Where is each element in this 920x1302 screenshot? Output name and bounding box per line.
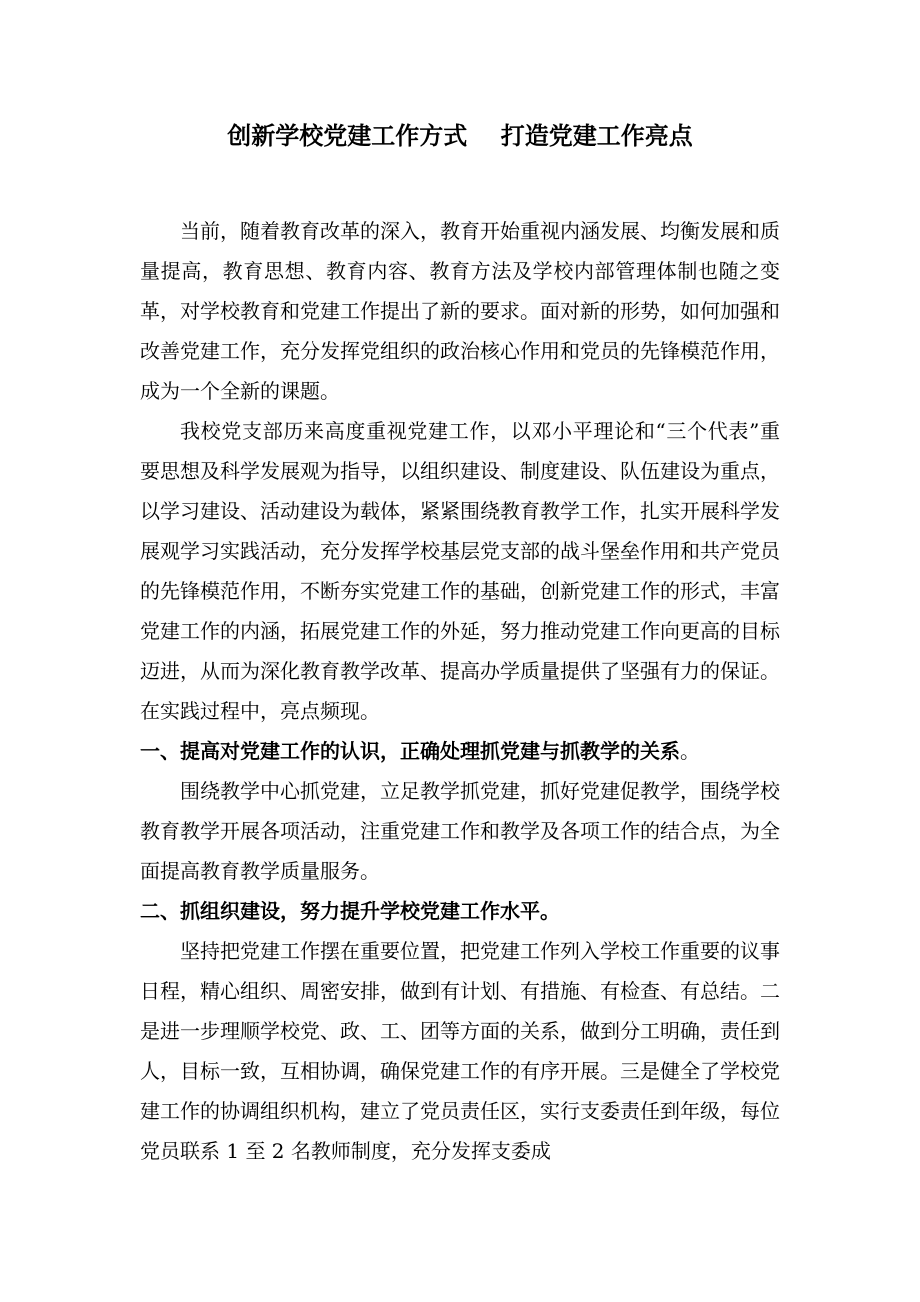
intro-paragraph: 当前，随着教育改革的深入，教育开始重视内涵发展、均衡发展和质量提高，教育思想、教育内容、教育方法及学校内部管理体制也随之变革，对学校教育和党建工作提出了新的要求。面对新的形势，如何加强和改善党建工作，充分发挥党组织的政治核心作用和党员的先锋模范作用，成为一个全新的课题。 <box>140 219 780 403</box>
document-title: 创新学校党建工作方式 打造党建工作亮点 <box>227 121 693 150</box>
section-1-heading-text: 一、提高对党建工作的认识，正确处理抓党建与抓教学的关系 <box>140 739 680 763</box>
section-2-heading: 二、抓组织建设，努力提升学校党建工作水平。 <box>140 899 560 923</box>
section-1-heading <box>140 731 780 771</box>
section-1-paragraph: 围绕教学中心抓党建，立足教学抓党建，抓好党建促教学，围绕学校教育教学开展各项活动，注重党建工作和教学及各项工作的结合点，为全面提高教育教学质量服务。 <box>140 779 780 883</box>
document-body <box>140 211 780 1171</box>
section-1-heading-punctuation: 。 <box>680 739 700 763</box>
overview-paragraph: 我校党支部历来高度重视党建工作，以邓小平理论和“三个代表”重要思想及科学发展观为指导，以组织建设、制度建设、队伍建设为重点，以学习建设、活动建设为载体，紧紧围绕教育教学工作，扎实开展科学发展观学习实践活动，充分发挥学校基层党支部的战斗堡垒作用和共产党员的先锋模范作用，不断夯实党建工作的基础，创新党建工作的形式，丰富党建工作的内涵，拓展党建工作的外延，努力推动党建工作向更高的目标迈进，从而为深化教育教学改革、提高办学质量提供了坚强有力的保证。在实践过程中，亮点频现。 <box>140 419 780 723</box>
section-2-paragraph: 坚持把党建工作摆在重要位置，把党建工作列入学校工作重要的议事日程，精心组织、周密安排，做到有计划、有措施、有检查、有总结。二是进一步理顺学校党、政、工、团等方面的关系，做到分工明确，责任到人，目标一致，互相协调，确保党建工作的有序开展。三是健全了学校党建工作的协调组织机构，建立了党员责任区，实行支委责任到年级，每位党员联系 1 至 2 名教师制度，充分发挥支委成 <box>140 939 780 1163</box>
